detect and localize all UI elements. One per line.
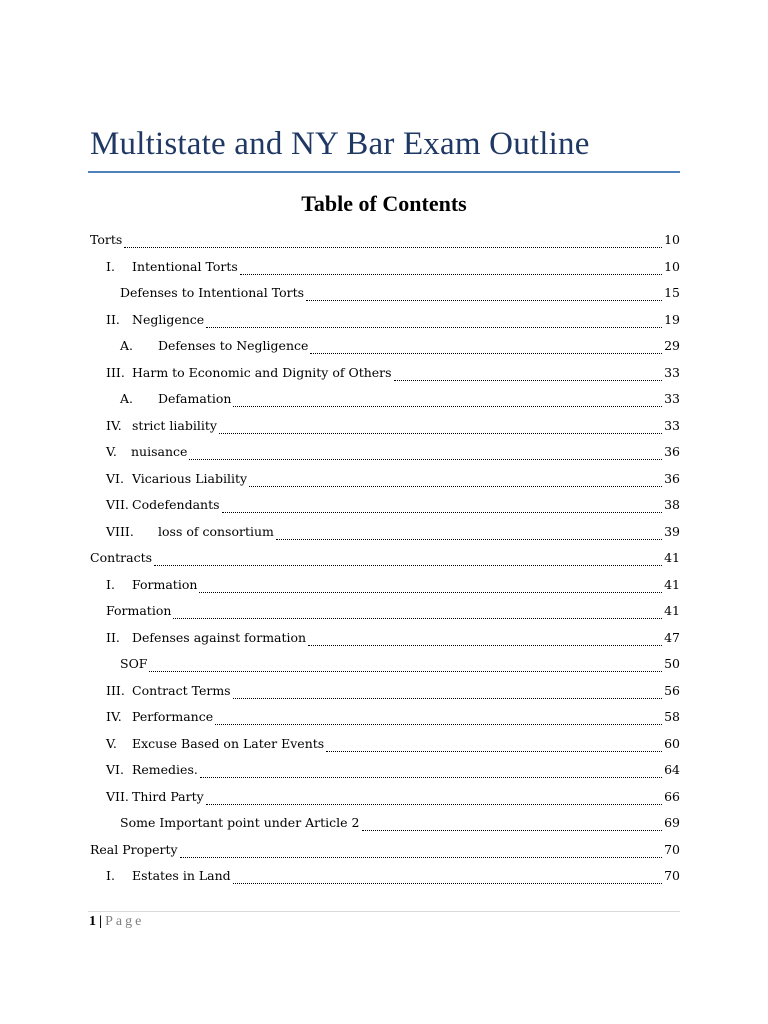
toc-entry-label: nuisance (131, 444, 188, 459)
toc-entry[interactable] (106, 418, 680, 440)
toc-entry[interactable] (106, 497, 680, 519)
toc-entry-page: 58 (664, 709, 680, 724)
toc-entry[interactable] (106, 868, 680, 890)
toc-entry[interactable] (106, 524, 680, 546)
toc-entry-label: Formation (132, 576, 198, 592)
toc-dot-leader (240, 274, 662, 275)
toc-entry[interactable] (90, 232, 680, 254)
toc-entry-label: Codefendants (132, 497, 220, 512)
toc-entry-page: 15 (664, 285, 680, 300)
toc-entry-page: 36 (664, 470, 680, 486)
toc-entry-label: Defenses against formation (132, 629, 307, 645)
toc-entry-page: 19 (664, 311, 680, 327)
toc-entry[interactable] (106, 709, 680, 731)
toc-dot-leader (233, 406, 662, 407)
toc-entry-page: 70 (664, 868, 680, 883)
document-title: Multistate and NY Bar Exam Outline (90, 126, 590, 162)
toc-dot-leader (394, 380, 663, 381)
toc-entry-label: Harm to Economic and Dignity of Others (132, 364, 392, 380)
toc-dot-leader (362, 830, 663, 831)
footer-separator: | (99, 914, 103, 929)
toc-dot-leader (233, 698, 662, 699)
toc-entry-page: 38 (664, 497, 680, 512)
toc-entry-page: 66 (664, 788, 680, 804)
toc-entry-page: 33 (664, 364, 680, 380)
toc-entry[interactable] (106, 736, 680, 758)
toc-entry[interactable] (120, 815, 680, 837)
toc-entry-number: VI. (106, 762, 124, 777)
footer-page-number: 1 (89, 914, 96, 929)
toc-entry-page: 39 (664, 523, 680, 539)
toc-dot-leader (199, 592, 662, 593)
toc-dot-leader (233, 883, 662, 884)
toc-entry-number: II. (106, 629, 120, 645)
toc-entry-page: 41 (664, 576, 680, 592)
toc-entry-label: Third Party (132, 788, 204, 804)
toc-entry-label: Contracts (90, 550, 153, 565)
toc-entry-label: Real Property (90, 841, 178, 857)
toc-entry-number: III. (106, 364, 125, 380)
toc-entry-number: I. (106, 258, 115, 274)
toc-entry-number: IV. (106, 417, 122, 433)
toc-entry-label: Performance (132, 709, 214, 724)
toc-entry-label: Remedies. (132, 762, 198, 777)
toc-entry[interactable] (90, 842, 680, 864)
toc-entry-page: 10 (664, 232, 680, 247)
toc-entry-page: 33 (664, 417, 680, 433)
toc-entry[interactable] (120, 656, 680, 678)
toc-entry[interactable] (106, 259, 680, 281)
toc-entry-number: I. (106, 576, 115, 592)
toc-dot-leader (173, 618, 662, 619)
toc-entry-label: Formation (106, 603, 172, 618)
toc-entry-label: Torts (90, 232, 123, 247)
toc-entry-label: Contract Terms (132, 682, 231, 698)
toc-dot-leader (308, 645, 662, 646)
toc-entry-number: IV. (106, 709, 122, 724)
toc-entry-page: 47 (664, 629, 680, 645)
toc-entry[interactable] (106, 789, 680, 811)
toc-dot-leader (206, 327, 662, 328)
toc-entry-page: 60 (664, 735, 680, 751)
toc-dot-leader (310, 353, 662, 354)
toc-heading: Table of Contents (301, 191, 467, 216)
toc-entry-page: 70 (664, 841, 680, 857)
toc-entry[interactable] (106, 630, 680, 652)
toc-dot-leader (276, 539, 662, 540)
toc-entry-label: Defenses to Intentional Torts (120, 285, 305, 300)
toc-entry-number: VI. (106, 470, 124, 486)
toc-entry-number: III. (106, 682, 125, 698)
toc-entry-label: SOF (120, 656, 148, 671)
toc-entry-label: Defenses to Negligence (158, 338, 309, 353)
toc-dot-leader (249, 486, 662, 487)
toc-entry-page: 36 (664, 444, 680, 459)
footer-page-word: Page (105, 914, 145, 929)
toc-entry-page: 33 (664, 391, 680, 406)
toc-entry-number: A. (120, 391, 134, 406)
toc-entry-label: Some Important point under Article 2 (120, 815, 360, 830)
toc-entry-label: Negligence (132, 311, 205, 327)
toc-entry-page: 69 (664, 815, 680, 830)
toc-entry-page: 10 (664, 258, 680, 274)
toc-entry[interactable] (106, 603, 680, 625)
title-underline (88, 171, 680, 173)
toc-dot-leader (149, 671, 662, 672)
toc-entry-number: VII. (106, 788, 129, 804)
toc-entry-label: strict liability (132, 417, 217, 433)
toc-entry[interactable] (106, 762, 680, 784)
toc-entry[interactable] (106, 471, 680, 493)
toc-entry[interactable] (120, 391, 680, 413)
toc-dot-leader (124, 247, 662, 248)
toc-entry-number: I. (106, 868, 115, 883)
toc-entry-number: A. (120, 338, 134, 353)
toc-entry[interactable] (106, 577, 680, 599)
toc-entry[interactable] (106, 683, 680, 705)
toc-entry-page: 56 (664, 682, 680, 698)
toc-entry-page: 41 (664, 603, 680, 618)
toc-dot-leader (222, 512, 663, 513)
toc-entry-page: 64 (664, 762, 680, 777)
page-footer (89, 914, 144, 930)
toc-entry-page: 50 (664, 656, 680, 671)
toc-entry-number: V. (106, 444, 117, 459)
toc-entry-label: Excuse Based on Later Events (132, 735, 325, 751)
toc-entry-label: Estates in Land (132, 868, 231, 883)
toc-dot-leader (219, 433, 662, 434)
toc-entry-label: Defamation (158, 391, 232, 406)
toc-entry[interactable] (90, 550, 680, 572)
toc-entry-number: VIII. (106, 523, 134, 539)
toc-entry-number: VII. (106, 497, 129, 512)
toc-entry-label: Intentional Torts (132, 258, 238, 274)
toc-entry[interactable] (106, 365, 680, 387)
toc-entry-number: V. (106, 735, 117, 751)
toc-entry-page: 29 (664, 338, 680, 353)
toc-dot-leader (154, 565, 662, 566)
toc-dot-leader (189, 459, 662, 460)
toc-entry-number: II. (106, 311, 120, 327)
toc-dot-leader (326, 751, 662, 752)
toc-entry-label: loss of consortium (158, 523, 274, 539)
toc-entry-label: Vicarious Liability (132, 470, 248, 486)
toc-entry[interactable] (120, 285, 680, 307)
toc-dot-leader (206, 804, 662, 805)
footer-divider (88, 911, 680, 912)
toc-entry[interactable] (106, 444, 680, 466)
toc-entry-page: 41 (664, 550, 680, 565)
toc-entry[interactable] (106, 312, 680, 334)
toc-dot-leader (215, 724, 662, 725)
toc-entry[interactable] (120, 338, 680, 360)
toc-dot-leader (306, 300, 662, 301)
toc-dot-leader (200, 777, 662, 778)
toc-dot-leader (180, 857, 662, 858)
